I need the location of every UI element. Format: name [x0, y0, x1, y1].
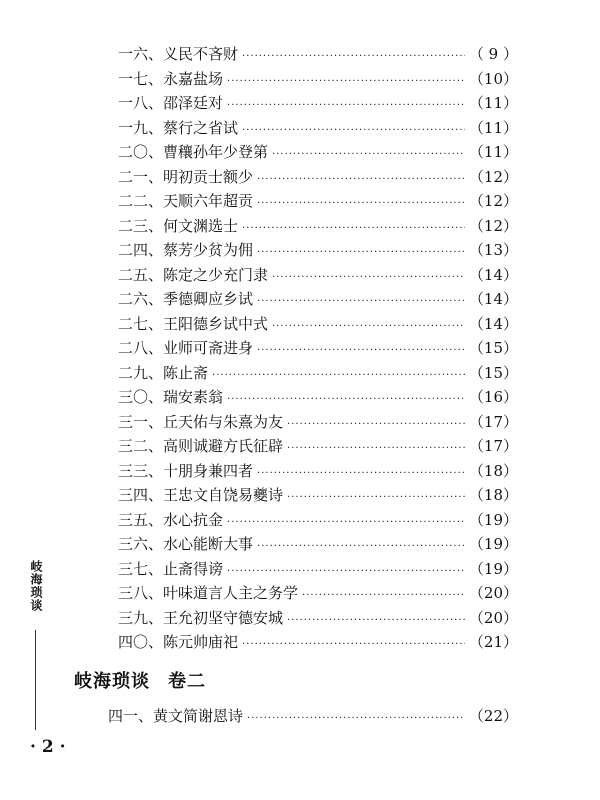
toc-entry-title: 王允初坚守德安城	[163, 608, 284, 627]
toc-entry	[118, 263, 518, 288]
dot-leader	[257, 535, 465, 560]
toc-entry-number: 一九、	[118, 118, 164, 137]
toc-entry-title: 蔡芳少贫为佣	[163, 241, 254, 259]
toc-entry	[108, 704, 518, 729]
toc-entry-title: 永嘉盐场	[163, 69, 224, 88]
toc-entry	[118, 189, 518, 214]
dot-leader	[272, 143, 465, 168]
toc-entry-title: 陈止斋	[163, 363, 209, 382]
toc-entry-page: （11）	[468, 94, 518, 112]
dot-leader	[257, 168, 465, 193]
toc-entry-number: 二八、	[118, 339, 164, 357]
toc-entry-number: 二三、	[118, 216, 164, 235]
toc-entry-number: 一六、	[118, 45, 164, 63]
section-title: 岐海琐谈	[74, 671, 150, 692]
dot-leader	[287, 486, 465, 511]
toc-entry-page: （19）	[468, 510, 518, 529]
toc-entry-number: 三三、	[118, 461, 164, 480]
section-volume: 卷二	[168, 671, 206, 692]
toc-entry-title: 止斋得谤	[163, 559, 224, 578]
toc-entry	[118, 557, 518, 582]
toc-entry-number: 四〇、	[118, 633, 164, 651]
dot-leader	[212, 364, 465, 389]
toc-entry-page: （19）	[468, 535, 518, 553]
toc-entry	[118, 434, 518, 459]
toc-entry-page: （22）	[468, 707, 518, 725]
dot-leader	[227, 94, 465, 119]
toc-entry-number: 三五、	[118, 510, 164, 529]
toc-entry	[118, 312, 518, 337]
toc-entry-page: （11）	[468, 143, 518, 161]
toc-entry-number: 三九、	[118, 608, 164, 627]
dot-leader	[242, 119, 465, 144]
toc-entry-number: 二九、	[118, 363, 164, 382]
toc-entry-page: （20）	[468, 608, 518, 627]
toc-entry-number: 一七、	[118, 69, 164, 88]
toc-entry-title: 水心能断大事	[163, 535, 254, 553]
toc-entry-title: 季德卿应乡试	[163, 290, 254, 308]
toc-entry	[118, 116, 518, 141]
toc-entry-title: 蔡行之省试	[163, 118, 239, 137]
toc-entry-number: 二七、	[118, 314, 164, 333]
side-rule	[35, 630, 36, 730]
dot-leader	[287, 413, 465, 438]
dot-leader	[257, 339, 465, 364]
dot-leader	[272, 266, 465, 291]
toc-entry-title: 陈定之少充门隶	[163, 265, 269, 284]
toc-entry-page: （17）	[468, 412, 518, 431]
toc-entry-title: 水心抗金	[163, 510, 224, 529]
toc-entry-page: （19）	[468, 559, 518, 578]
toc-entry	[118, 165, 518, 190]
toc-entry	[118, 483, 518, 508]
toc-entry-number: 二六、	[118, 290, 164, 308]
toc-entry-title: 业师可斋进身	[163, 339, 254, 357]
toc-entry	[118, 606, 518, 631]
toc-entry	[118, 459, 518, 484]
toc-entry	[118, 287, 518, 312]
toc-entry-number: 三八、	[118, 584, 164, 602]
toc-entry-page: （18）	[468, 486, 518, 504]
toc-entry-page: （11）	[468, 118, 518, 137]
dot-leader	[257, 192, 465, 217]
toc-entry-number: 四一、	[108, 707, 154, 725]
toc-entry-title: 王阳德乡试中式	[163, 314, 269, 333]
toc-entry-number: 三一、	[118, 412, 164, 431]
dot-leader	[257, 290, 465, 315]
toc-entry	[118, 508, 518, 533]
toc-list	[118, 42, 518, 655]
toc-entry-title: 黄文简谢恩诗	[153, 707, 244, 725]
toc-entry-page: （14）	[468, 265, 518, 284]
toc-entry-number: 二四、	[118, 241, 164, 259]
toc-entry-title: 天顺六年超贡	[163, 192, 254, 210]
toc-entry	[118, 410, 518, 435]
dot-leader	[302, 584, 465, 609]
toc-entry-page: （15）	[468, 363, 518, 382]
toc-list-volume-2	[108, 704, 518, 729]
toc-entry-title: 明初贡士额少	[163, 167, 254, 186]
toc-entry-number: 二二、	[118, 192, 164, 210]
toc-entry	[118, 214, 518, 239]
toc-entry-page: （13）	[468, 241, 518, 259]
toc-entry	[118, 336, 518, 361]
toc-entry-number: 二〇、	[118, 143, 164, 161]
toc-entry-number: 三六、	[118, 535, 164, 553]
toc-entry-page: （20）	[468, 584, 518, 602]
section-heading	[74, 667, 206, 693]
toc-entry-title: 何文渊选士	[163, 216, 239, 235]
dot-leader	[242, 633, 465, 658]
dot-leader	[227, 70, 465, 95]
toc-entry-page: （12）	[468, 192, 518, 210]
toc-entry	[118, 532, 518, 557]
toc-entry-page: （10）	[468, 69, 518, 88]
toc-entry-page: （17）	[468, 437, 518, 455]
dot-leader	[272, 315, 465, 340]
toc-entry-page: （15）	[468, 339, 518, 357]
toc-entry-page: （14）	[468, 314, 518, 333]
toc-entry-title: 叶味道言人主之务学	[163, 584, 299, 602]
toc-entry-number: 三二、	[118, 437, 164, 455]
dot-leader	[287, 609, 465, 634]
toc-entry-page: （14）	[468, 290, 518, 308]
toc-entry-page: （ 9 ）	[468, 45, 518, 63]
dot-leader	[227, 511, 465, 536]
toc-entry-number: 三〇、	[118, 388, 164, 406]
toc-entry	[118, 91, 518, 116]
toc-entry-page: （21）	[468, 633, 518, 651]
toc-entry-page: （16）	[468, 388, 518, 406]
toc-entry-title: 高则诚避方氏征辟	[163, 437, 284, 455]
dot-leader	[247, 707, 465, 732]
toc-entry-title: 陈元帅庙祀	[163, 633, 239, 651]
toc-entry-number: 二一、	[118, 167, 164, 186]
toc-entry-number: 三四、	[118, 486, 164, 504]
dot-leader	[257, 462, 465, 487]
toc-entry	[118, 630, 518, 655]
toc-entry-page: （12）	[468, 216, 518, 235]
toc-entry-page: （18）	[468, 461, 518, 480]
toc-entry	[118, 67, 518, 92]
dot-leader	[257, 241, 465, 266]
toc-entry	[118, 385, 518, 410]
toc-entry	[118, 361, 518, 386]
toc-entry-title: 邵泽廷对	[163, 94, 224, 112]
toc-entry	[118, 140, 518, 165]
dot-leader	[287, 437, 465, 462]
toc-entry-number: 二五、	[118, 265, 164, 284]
toc-entry-number: 一八、	[118, 94, 164, 112]
page-number: · 2 ·	[30, 737, 66, 757]
side-book-title: 岐海琐谈	[29, 560, 43, 612]
toc-entry-title: 瑞安素翁	[163, 388, 224, 406]
toc-entry	[118, 581, 518, 606]
dot-leader	[242, 45, 465, 70]
toc-entry	[118, 238, 518, 263]
toc-entry-page: （12）	[468, 167, 518, 186]
toc-entry-title: 义民不吝财	[163, 45, 239, 63]
toc-entry-number: 三七、	[118, 559, 164, 578]
toc-entry-title: 曹穰孙年少登第	[163, 143, 269, 161]
toc-entry	[118, 42, 518, 67]
toc-entry-title: 十朋身兼四者	[163, 461, 254, 480]
dot-leader	[242, 217, 465, 242]
toc-entry-title: 丘天佑与朱熹为友	[163, 412, 284, 431]
toc-entry-title: 王忠文自饶易夔诗	[163, 486, 284, 504]
